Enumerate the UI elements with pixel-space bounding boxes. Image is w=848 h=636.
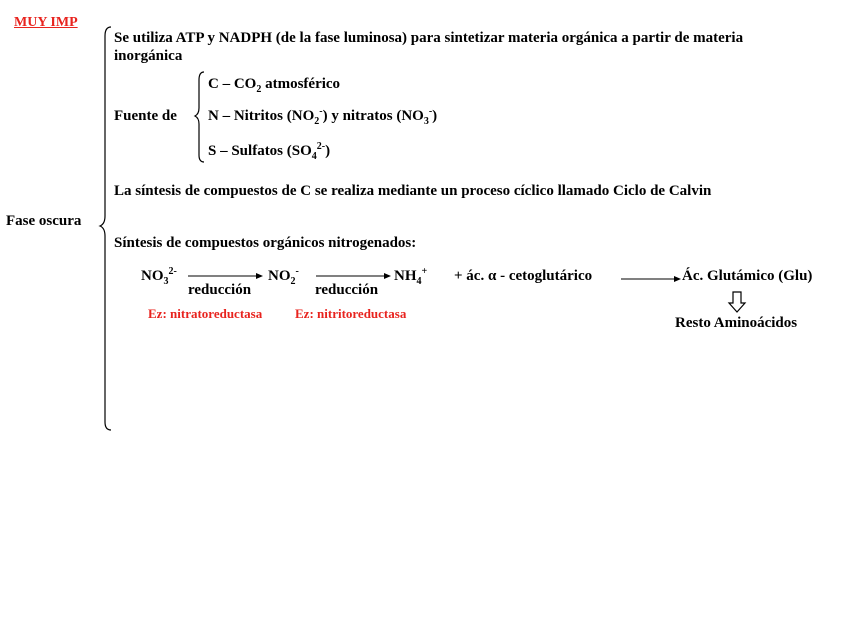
page-title: MUY IMP [14, 15, 78, 30]
source-carbon: C – $CO_2$ atmosférico [208, 76, 341, 95]
intro-line-1: Se utiliza ATP y NADPH (de la fase luminosa) para sintetizar materia orgánica a partir de materia [114, 30, 744, 46]
phase-label: Fase oscura [6, 213, 82, 229]
formula-no2: $NO_2^-$ [268, 266, 299, 287]
resto-aminoacidos: Resto Aminoácidos [675, 315, 798, 331]
calvin-cycle-text: La síntesis de compuestos de C se realiza mediante un proceso cíclico llamado Ciclo de Calvin [114, 183, 712, 199]
enzyme-nitritoreductasa: Ez: nitritoreductasa [295, 306, 407, 321]
sources-label: Fuente de [114, 108, 177, 124]
ketoglutarate-text: + ác. α - cetoglutárico [454, 268, 593, 284]
source-brace [195, 72, 204, 162]
intro-line-2: inorgánica [114, 48, 183, 64]
reduction-label-1: reducción [188, 282, 252, 298]
nitrogen-title: Síntesis de compuestos orgánicos nitrogenados: [114, 235, 417, 251]
glutamic-arrow [621, 276, 681, 282]
source-nitrogen: N – Nitritos $(NO_2^-)$ y nitratos $(NO_3^-)$ [208, 106, 438, 127]
source-sulfur: S – Sulfatos $(SO_4^{2-})$ [208, 141, 331, 162]
enzyme-nitratoreductasa: Ez: nitratoreductasa [148, 306, 263, 321]
glutamic-acid: Ác. Glutámico (Glu) [682, 268, 813, 284]
formula-nh4: $NH_4^+$ [394, 266, 428, 287]
reduction-arrow-1 [188, 273, 263, 279]
main-brace [100, 27, 111, 430]
reduction-label-2: reducción [315, 282, 379, 298]
down-arrow-icon [729, 292, 745, 312]
formula-no3: $NO_3^{2-}$ [141, 266, 177, 287]
reduction-arrow-2 [316, 273, 391, 279]
